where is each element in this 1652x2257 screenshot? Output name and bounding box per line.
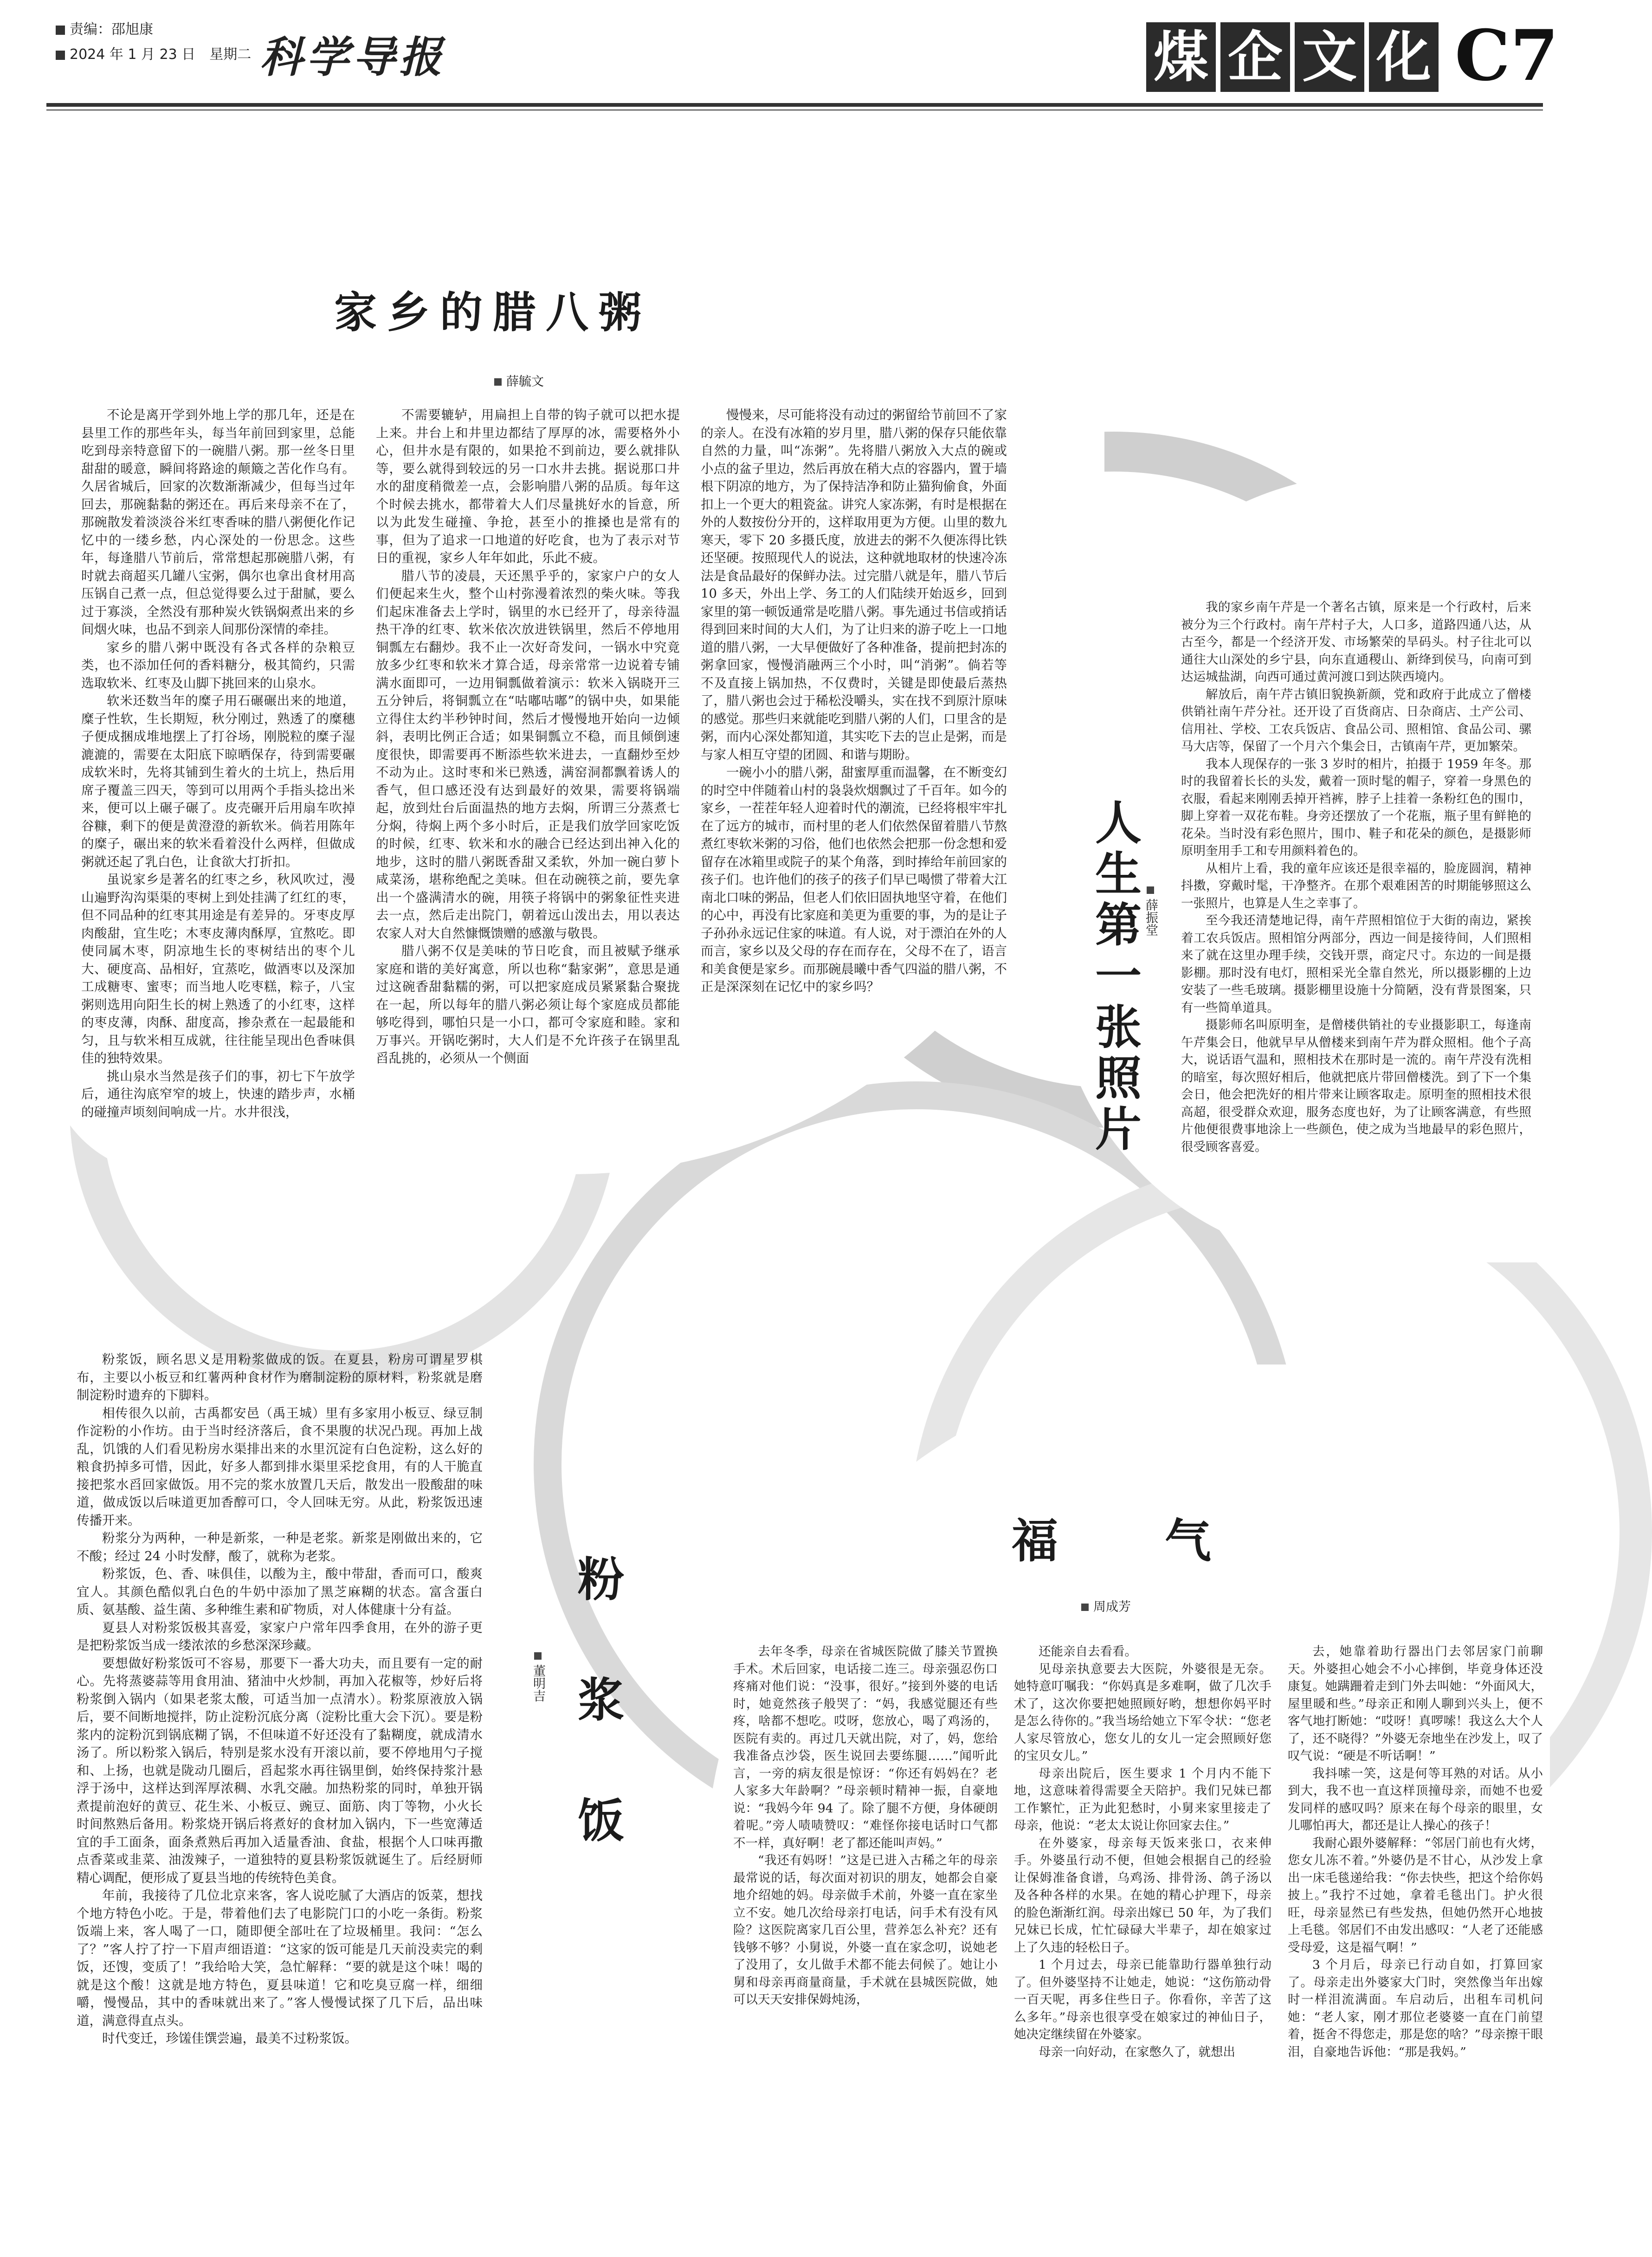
paragraph: 去年冬季，母亲在省城医院做了膝关节置换手术。术后回家，电话接二连三。母亲强忍伤口疼痛对他们说：“没事，很好。”接到外婆的电话时，她竟然孩子般哭了：“妈，我感觉腿还有些疼，啥都不想吃。哎呀，您放心，喝了鸡汤的，医院有卖的。再过几天就出院，对了，妈，您给我准备点沙袋，医生说回去要练腿……”闻听此言，一旁的病友很是惊讶：“你还有妈妈在？老人家多大年龄啊？”母亲顿时精神一振，自豪地说：“我妈今年 94 了。除了腿不方便，身体硬朗着呢。”旁人啧啧赞叹：“难怪你接电话时口气都不一样，真好啊！老了都还能叫声妈。” bbox=[733, 1644, 998, 1850]
author-name: 董明吉 bbox=[531, 1664, 545, 1702]
section-char: 企 bbox=[1220, 22, 1290, 92]
author-name: 薛振堂 bbox=[1143, 899, 1158, 936]
article-title: 福 气 bbox=[1012, 1513, 1216, 1568]
paragraph: 一碗小小的腊八粥，甜蜜厚重而温馨，在不断变幻的时空中伴随着山村的袅袅炊烟飘过了千百年。如今的家乡，一茬茬年轻人迎着时代的潮流，已经将根牢牢扎在了远方的城市，而村里的老人们依然保留着腊八节熬煮红枣软米粥的习俗，他们也依然会把那一份念想和爱留存在冰箱里或院子的某个角落，到时捧给年前回家的孩子们。也许他们的孩子的孩子们早已喝惯了带着大江南北口味的粥品，但老人们依旧固执地坚守着，在他们的心中，再没有比家庭和美更为重要的事，为的是让子子孙孙永远记住家的味道。有人说，对于漂泊在外的人而言，家乡以及父母的存在而存在，父母不在了，语言和美食便是家乡。而那碗晨曦中香气四溢的腊八粥，不正是深深刻在记忆中的家乡吗？ bbox=[701, 765, 1007, 994]
paragraph: 解放后，南午芹古镇旧貌换新颜，党和政府于此成立了僧楼供销社南午芹分社。还开设了百货商店、日杂商店、土产公司、信用社、学校、工农兵饭店、食品公司、照相馆、食品公司、骡马大店等，保留了一个月六个集会日，古镇南午芹，更加繁荣。 bbox=[1181, 687, 1531, 754]
article-title: 粉浆饭 bbox=[570, 1555, 625, 1917]
square-bullet-icon bbox=[494, 378, 502, 386]
article-byline bbox=[1081, 1597, 1131, 1615]
paragraph: 相传很久以前，古禹都安邑（禹王城）里有多家用小板豆、绿豆制作淀粉的小作坊。由于当时经济落后，食不果腹的状况凸现。再加上战乱，饥饿的人们看见粉房水渠排出来的水里沉淀有白色淀粉，这么好的粮食扔掉多可惜，因此，好多人都到排水渠里采挖食用，有的人干脆直接把浆水舀回家做饭。用不完的浆水放置几天后，散发出一股酸甜的味道，做成饭以后味道更加香醇可口，令人回味无穷。从此，粉浆饭迅速传播开来。 bbox=[77, 1405, 483, 1528]
paragraph: 年前，我接待了几位北京来客，客人说吃腻了大酒店的饭菜，想找个地方特色小吃。于是，带着他们去了电影院门口的小吃一条街。粉浆饭端上来，客人喝了一口，随即便全部吐在了垃圾桶里。我问：“怎么了？”客人拧了拧一下眉声细语道：“这家的饭可能是几天前没卖完的剩饭，还馊，变质了！”我给哈大笑，急忙解释：“要的就是这个味！喝的就是这个酸！这就是地方特色，夏县味道！它和吃臭豆腐一样，细细嚼，慢慢品，其中的香味就出来了。”客人慢慢试探了几下后，品出味道，满意得直点头。 bbox=[77, 1888, 483, 2028]
square-bullet-icon bbox=[1081, 1604, 1089, 1611]
paragraph: 我抖嗦一笑，这是何等耳熟的对话。从小到大，我不也一直这样顶撞母亲，而她不也爱发同样的感叹吗？原来在每个母亲的眼里，女儿哪怕再大，都还是让人操心的孩子！ bbox=[1288, 1766, 1543, 1833]
paragraph: 要想做好粉浆饭可不容易，那要下一番大功夫，而且要有一定的耐心。先将蒸婆蒜等用食用油、猪油中火炒制，再加入花椒等，炒好后将粉浆倒入锅内（如果老浆太酸，可适当加一点清水）。粉浆原液放入锅后，要不间断地搅拌，防止淀粉沉底分离（淀粉比重大会下沉）。要是粉浆内的淀粉沉到锅底糊了锅，不但味道不好还没有了黏糊度，就成清水汤了。所以粉浆入锅后，特别是浆水没有开滚以前，要不停地用勺子搅和、上扬，也就是陇动几圈后，舀起浆水再往锅里倒，始终保持浆汁悬浮于汤中，这样达到浑厚浓稠、水乳交融。加热粉浆的同时，单独开锅煮提前泡好的黄豆、花生米、小板豆、豌豆、面筋、肉丁等物，小火长时间熬熟后备用。粉浆烧开锅后将煮好的食材加入锅内，下一些宽薄适宜的手工面条，面条煮熟后再加入适量香油、食盐，根据个人口味再撒点香菜或韭菜、油泼辣子，一道独特的夏县粉浆饭就诞生了。后经厨师精心调配，便形成了夏县当地的传统特色美食。 bbox=[77, 1656, 483, 1885]
paragraph: 家乡的腊八粥中既没有各式各样的杂粮豆类，也不添加任何的香料糖分，极其简约，只需选取软米、红枣及山脚下挑回来的山泉水。 bbox=[81, 640, 355, 691]
paragraph: 腊八粥不仅是美味的节日吃食，而且被赋予继承家庭和谐的美好寓意，所以也称“黏家粥”，意思是通过这碗香甜黏糯的粥，可以把家庭成员紧紧黏合聚拢在一起，所以每年的腊八粥必须让每个家庭成员都能够吃得到，哪怕只是一小口，都可令家庭和睦。家和万事兴。开锅吃粥时，大人们是不允许孩子在锅里乱舀乱挑的，必须从一个侧面 bbox=[376, 944, 680, 1066]
paragraph: 母亲一向好动，在家憋久了，就想出 bbox=[1039, 2044, 1235, 2059]
editor-line bbox=[56, 18, 153, 38]
paragraph: 虽说家乡是著名的红枣之乡，秋风吹过，漫山遍野沟沟渠渠的枣树上到处挂满了红红的枣，但不同品种的红枣其用途是有差异的。牙枣皮厚肉酸甜，宜生吃；木枣皮薄肉酥厚，宜熬吃。即使同属木枣，阴凉地生长的枣树结出的枣个儿大、硬度高、品相好，宜蒸吃，做酒枣以及深加工成糖枣、蜜枣；而当地人吃枣糕，粽子，八宝粥则选用向阳生长的树上熟透了的小红枣，这样的枣皮薄，肉酥、甜度高，掺杂煮在一起最能和匀，且与软米相互成就，往往能呈现出色香味俱佳的独特效果。 bbox=[81, 872, 355, 1066]
article-column bbox=[733, 1643, 998, 2172]
paragraph: 挑山泉水当然是孩子们的事，初七下午放学后，通往沟底窄窄的坡上，快速的踏步声，水桶的碰撞声顷刻间响成一片。水井很浅， bbox=[81, 1068, 355, 1119]
paragraph: 1 个月过去，母亲已能靠助行器单独行动了。但外婆坚持不让她走，她说：“这伤筋动骨一百天呢，再多住些日子。你看你，辛苦了这么多年。”母亲也很享受在娘家过的神仙日子，她决定继续留在外婆家。 bbox=[1014, 1958, 1271, 2042]
paragraph: 慢慢来，尽可能将没有动过的粥留给节前回不了家的亲人。在没有冰箱的岁月里，腊八粥的保存只能依靠自然的力量，叫“冻粥”。先将腊八粥放入大点的碗或小点的盆子里边，然后再放在稍大点的容器内，置于墙根下阴凉的地方，为了保持洁净和防止猫狗偷食，外面扣上一个更大的粗瓷盆。讲究人家冻粥，有时是根据在外的人数按份分开的，这样取用更为方便。山里的数九寒天，零下 20 多摄氏度，放进去的粥不久便冻得比铁还坚硬。按照现代人的说法，这种就地取材的快速冷冻法是食品最好的保鲜办法。过完腊八就是年，腊八节后 10 多天，外出上学、务工的人们陆续开始返乡，回到家里的第一顿饭通常是吃腊八粥。事先通过书信或捎话得到回来时间的大人们，为了让归来的游子吃上一口地道的腊八粥，一大早便做好了各种准备，提前把封冻的粥拿回家，慢慢消融两三个小时，叫“消粥”。倘若等不及直接上锅加热，不仅费时，关键是即使最后蒸热了，腊八粥也会过于稀松没嚼头，实在找不到原汁原味的感觉。那些归来就能吃到腊八粥的人们，口里含的是粥，而内心深处都知道，其实吃下去的岂止是粥，而是与家人相互守望的团圆、和谐与期盼。 bbox=[701, 407, 1007, 762]
article-column bbox=[1288, 1643, 1543, 2172]
square-bullet-icon bbox=[534, 1652, 542, 1660]
paragraph: 摄影师名叫原明奎，是僧楼供销社的专业摄影职工，每逢南午芹集会日，他就早早从僧楼来到南午芹为群众照相。他个子高大，说话语气温和，照相技术在那时是一流的。南午芹没有洗相的暗室，每次照好相后，他就把底片带回僧楼洗。到了下一个集会日，他会把洗好的相片带来让顾客取走。原明奎的照相技术很高超，很受群众欢迎，服务态度也好，为了让顾客满意，有些照片他便很费事地涂上一些颜色，使之成为当地最早的彩色照片，很受顾客喜爱。 bbox=[1181, 1018, 1531, 1154]
article-column bbox=[376, 406, 680, 1112]
paragraph: 不需要辘轳，用扁担上自带的钩子就可以把水提上来。井台上和井里边都结了厚厚的冰，需要格外小心，但井水是有限的，如果抢不到前边，要么就排队等，要么就得到较远的另一口水井去挑。据说那口井水的甜度稍微差一点，会影响腊八粥的品质。每年这个时候去挑水，都带着大人们尽量挑好水的旨意，所以为此发生碰撞、争抢，甚至小的推搡也是常有的事，但为了追求一口地道的好吃食，也为了表示对节日的重视，家乡人年年如此，乐此不疲。 bbox=[376, 407, 680, 565]
date-text: 2024 年 1 月 23 日 星期二 bbox=[70, 46, 252, 63]
paragraph: 3 个月后，母亲已行动自如，打算回家了。母亲走出外婆家大门时，突然像当年出嫁时一样泪流满面。车启动后，出租车司机问她：“老人家，刚才那位老婆婆一直在门前望着，挺舍不得您走，那是您的啥？”母亲擦干眼泪，自豪地告诉他：“那是我妈。” bbox=[1288, 1958, 1543, 2059]
paragraph: 还能亲自去看看。 bbox=[1039, 1644, 1137, 1659]
paragraph: 从相片上看，我的童年应该还是很幸福的，脸庞圆润，精神抖擞，穿戴时髦，干净整齐。在那个艰难困苦的时期能够照这么一张照片，也算是人生之幸事了。 bbox=[1181, 861, 1531, 911]
square-bullet-icon bbox=[56, 51, 65, 60]
paragraph: 我耐心跟外婆解释：“邻居门前也有火烤，您女儿冻不着。”外婆仍是不甘心，从沙发上拿出一床毛毯递给我：“你去快些，把这个给你妈披上。”我拧不过她，拿着毛毯出门。护火很旺，母亲显然已有些发热，但她仍然开心地披上毛毯。邻居们不由发出感叹：“人老了还能感受母爱，这是福气啊！” bbox=[1288, 1836, 1543, 1955]
article-column bbox=[1014, 1643, 1271, 2172]
page-header bbox=[0, 0, 1589, 116]
article-column bbox=[77, 1351, 483, 2172]
masthead: 科学导报 bbox=[260, 32, 446, 82]
article-column bbox=[1181, 599, 1531, 1258]
article-byline bbox=[494, 371, 544, 389]
author-name: 周成芳 bbox=[1093, 1600, 1131, 1614]
paragraph: 软米还数当年的糜子用石碾碾出来的地道，糜子性软，生长期短，秋分刚过，熟透了的糜穗子便成捆成堆地摆上了打谷场，刚脱粒的糜子湿漉漉的，需要在太阳底下晾晒保存，待到需要碾成软米时，先将其铺到生着火的土坑上，热后用席子覆盖三四天，等到可以用两个手指头捻出米来，便可以上碾子碾了。皮壳碾开后用扇车吹掉谷糠，剩下的便是黄澄澄的新软米。倘若用陈年的糜子，碾出来的软米看着没什么两样，但做成粥就还起了乳白色，让食欲大打折扣。 bbox=[81, 693, 355, 869]
paragraph: 母亲出院后，医生要求 1 个月内不能下地，这意味着得需要全天陪护。我们兄妹已都工作繁忙，正为此犯愁时，小舅来家里接走了母亲，他说：“老太太说让你回家去住。” bbox=[1014, 1766, 1271, 1833]
section-char: 化 bbox=[1369, 22, 1439, 92]
paragraph: 在外婆家，母亲每天饭来张口，衣来伸手。外婆虽行动不便，但她会根据自己的经验让保姆准备食谱，乌鸡汤、排骨汤、鸽子汤以及各种各样的水果。在她的精心护理下，母亲的脸色渐渐红润。母亲出嫁已 50 年，为了我们兄妹已长成，忙忙碌碌大半辈子，却在娘家过上了久违的轻松日子。 bbox=[1014, 1836, 1271, 1955]
paragraph: 时代变迁，珍馐佳馔尝遍，最美不过粉浆饭。 bbox=[102, 2031, 357, 2046]
paragraph: 腊八节的凌晨，天还黑乎乎的，家家户户的女人们便起来生火，整个山村弥漫着浓烈的柴火味。等我们起床准备去上学时，锅里的水已经开了，母亲待温热干净的红枣、软米依次放进铁锅里，然后不停地用铜瓢左右翻炒。我不止一次好奇发问，一锅水中究竟放多少红枣和软米才算合适，母亲常常一边说着专铺满水面即可，一边用铜瓢做着演示：软米入锅晓开三五分钟后，将铜瓢立在“咕嘟咕嘟”的锅中央，如果能立得住太约半秒钟时间，然后才慢慢地开始向一边倾斜，表明比例正合适；如果铜瓢立不稳，而且倾倒速度很快，即需要再不断添些软米进去，一直翻炒至炒不动为止。这时枣和米已熟透，满窑洞都飘着诱人的香气，但口感还没有达到最好的效果，需要将锅端起，放到灶台后面温热的地方去焖，所谓三分蒸煮七分焖，待焖上两个多小时后，正是我们放学回家吃饭的时候，红枣、软米和水的融合已经达到出神入化的地步，这时的腊八粥既香甜又柔软，外加一碗白萝卜咸菜汤，堪称绝配之美味。但在动碗筷之前，要先拿出一个盛满清水的碗，用筷子将锅中的粥象征性夹进去一点，然后走出院门，朝着远山泼出去，用以表达农家人对大自然慷慨馈赠的感激与敬畏。 bbox=[376, 568, 680, 941]
article-column bbox=[701, 406, 1007, 1098]
section-title bbox=[1146, 22, 1439, 92]
paragraph: 不论是离开学到外地上学的那几年，还是在县里工作的那些年头，每当年前回到家里，总能吃到母亲特意留下的一碗腊八粥。那一丝冬日里甜甜的暖意，瞬间将路途的颠簸之苦化作乌有。久居省城后，回家的次数渐渐减少，但每当过年回去，那碗黏黏的粥还在。再后来母亲不在了，那碗散发着淡淡谷米红枣香味的腊八粥便化作记忆中的一缕乡愁，内心深处的一份思念。这些年，每逢腊八节前后，常常想起那碗腊八粥，有时就去商超买几罐八宝粥，偶尔也拿出食材用高压锅自己煮一点，但总觉得要么过于甜腻，要么过于寡淡，全然没有那种炭火铁锅焖煮出来的乡间烟火味，也品不到亲人间那份深情的牵挂。 bbox=[81, 407, 355, 637]
paragraph: 粉浆饭，色、香、味俱佳，以酸为主，酸中带甜，香而可口，酸爽宜人。其颜色酷似乳白色的牛奶中添加了黑芝麻糊的状态。富含蛋白质、氨基酸、益生菌、多种维生素和矿物质，对人体健康十分有益。 bbox=[77, 1566, 483, 1617]
paragraph: 粉浆饭，顾名思义是用粉浆做成的饭。在夏县，粉房可谓星罗棋布，主要以小板豆和红薯两种食材作为磨制淀粉的原材料，粉浆就是磨制淀粉时遗弃的下脚料。 bbox=[77, 1352, 483, 1403]
square-bullet-icon bbox=[56, 26, 65, 35]
paragraph: 夏县人对粉浆饭极其喜爱，家家户户常年四季食用，在外的游子更是把粉浆饭当成一缕浓浓的乡愁深深珍藏。 bbox=[77, 1620, 483, 1653]
article-title: 家乡的腊八粥 bbox=[334, 287, 652, 337]
article-byline bbox=[529, 1652, 547, 1702]
section-char: 文 bbox=[1295, 22, 1364, 92]
editor-text: 责编：邵旭康 bbox=[70, 21, 153, 38]
article-column bbox=[81, 406, 355, 1119]
page-number: C7 bbox=[1455, 15, 1559, 97]
date-line bbox=[56, 43, 251, 63]
paragraph: 去，她靠着助行器出门去邻居家门前聊天。外婆担心她会不小心摔倒，毕竟身体还没康复。她蹒跚着走到门外去叫她：“外面风大，屋里暖和些。”母亲正和刚人聊到兴头上，便不客气地打断她：“哎呀！真啰嗦！我这么大个人了，还不晓得？”外婆无奈地坐在沙发上，叹了叹气说：“硬是不听话啊！” bbox=[1288, 1644, 1543, 1763]
paragraph: 见母亲执意要去大医院，外婆很是无奈。她特意叮嘱我：“你妈真是多难啊，做了几次手术了，这次你要把她照顾好哟，想想你妈平时是怎么待你的。”我当场给她立下军令状：“您老人家尽管放心，您女儿的女儿一定会照顾好您的宝贝女儿。” bbox=[1014, 1662, 1271, 1763]
author-name: 薛毓文 bbox=[506, 375, 544, 389]
article-title: 人生第一张照片 bbox=[1087, 798, 1142, 1156]
paragraph: 粉浆分为两种，一种是新浆，一种是老浆。新浆是刚做出来的，它不酸；经过 24 小时发酵，酸了，就称为老浆。 bbox=[77, 1531, 483, 1564]
paragraph: “我还有妈呀！”这是已进入古稀之年的母亲最常说的话，每次面对初识的朋友，她都会自豪地介绍她的妈。母亲做手术前，外婆一直在家坐立不安。她几次给母亲打电话，问手术有没有风险？这医院离家几百公里，营养怎么补充？还有钱够不够？小舅说，外婆一直在家念叨，说她老了没用了，女儿做手术都不能去伺候了。她让小舅和母亲再商量商量，手术就在县城医院做，她可以天天安排保姆炖汤， bbox=[733, 1853, 998, 2007]
paragraph: 我的家乡南午芹是一个著名古镇，原来是一个行政村，后来被分为三个行政村。南午芹村子大，人口多，道路四通八达，从古至今，都是一个经济开发、市场繁荣的旱码头。村子往北可以通往大山深处的乡宁县，向东直通稷山、新绛到侯马，向南可到达运城盐湖，向西可通过黄河渡口到达陕西境内。 bbox=[1181, 600, 1531, 684]
article-byline bbox=[1142, 886, 1160, 936]
section-char: 煤 bbox=[1146, 22, 1216, 92]
square-bullet-icon bbox=[1147, 886, 1154, 894]
paragraph: 至今我还清楚地记得，南午芹照相馆位于大街的南边，紧挨着工农兵饭店。照相馆分两部分，西边一间是接待间，人们照相来了就在这里办理手续，交钱开票，商定尺寸。东边的一间是摄影棚。那时没有电灯，照相采光全靠自然光，所以摄影棚的上边安装了一些毛玻璃。摄影棚里设施十分简陋，没有背景图案，只有一些简单道具。 bbox=[1181, 913, 1531, 1015]
header-rule bbox=[46, 103, 1543, 107]
paragraph: 我本人现保存的一张 3 岁时的相片，拍摄于 1959 年冬。那时的我留着长长的头发，戴着一顶时髦的帽子，穿着一身黑色的衣服，看起来刚刚丢掉开裆裤，脖子上挂着一条粉红色的围巾，脚上穿着一双花布鞋。身旁还摆放了一个花瓶，瓶子里有鲜艳的花朵。当时没有彩色照片，围巾、鞋子和花朵的颜色，是摄影师原明奎用手工和专用颜料着色的。 bbox=[1181, 757, 1531, 858]
